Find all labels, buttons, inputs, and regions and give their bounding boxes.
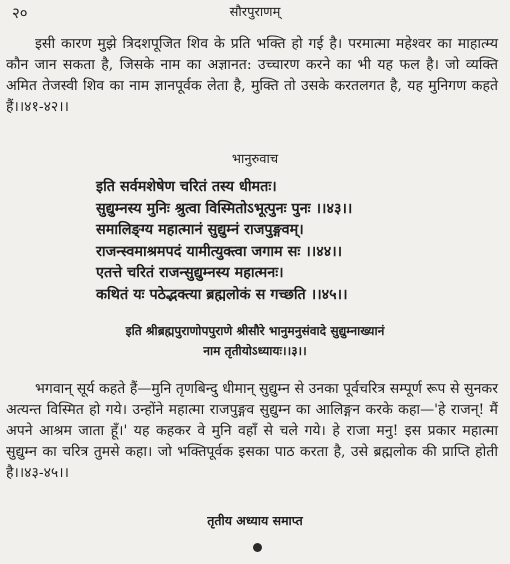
chapter-end-note: तृतीय अध्याय समाप्त: [207, 513, 303, 528]
running-head: सौरपुराणम्: [229, 5, 281, 20]
end-ornament-dot: [253, 543, 262, 552]
speaker-heading: भानुरुवाच: [231, 152, 279, 167]
verse-line: एतत्ते चरितं राजन्सुद्युम्नस्य महात्मनः।: [96, 264, 284, 281]
verse-line: राजन्स्वमाश्रमपदं यामीत्युक्त्वा जगाम सः ।।४४।।: [96, 242, 343, 260]
chapter-colophon: [0, 322, 510, 361]
page-number: २०: [12, 4, 28, 22]
verse-line: सुद्युम्नस्य मुनिः श्रुत्वा विस्मितोऽभूत्पुनः पुनः ।।४३।।: [96, 199, 353, 217]
colophon-line: इति श्रीब्रह्मपुराणोपपुराणे श्रीसौरे भानुमनुसंवादे सुद्युम्नाख्यानं: [125, 324, 385, 338]
prose-paragraph-top: इसी कारण मुझे त्रिदशपूजित शिव के प्रति भक्ति हो गई है। परमात्मा महेश्वर का माहात्म्य कौन जान सकता है, जिसके नाम का अज्ञानत: उच्चारण करने का भी यह फल है। जो व्यक्ति अमित तेजस्वी शिव का नाम ज्ञानपूर्वक लेता है, मुक्ति तो उसके करतलगत है, यह मुनिगण कहते हैं।।४१-४२।।: [6, 36, 498, 115]
verse-block: [96, 176, 466, 305]
colophon-line: नाम तृतीयोऽध्यायः।।३।।: [203, 343, 307, 358]
verse-line: समालिङ्ग्य महात्मानं सुद्युम्नं राजपुङ्गवम्।: [96, 221, 304, 238]
verse-line: कथितं यः पठेद्भक्त्या ब्रह्मलोकं स गच्छति ।।४५।।: [96, 285, 348, 303]
verse-line: इति सर्वमशेषेण चरितं तस्य धीमतः।: [96, 178, 277, 195]
prose-paragraph-bottom: भगवान् सूर्य कहते हैं—मुनि तृणबिन्दु धीमान् सुद्युम्न से उनका पूर्वचरित्र सम्पूर्ण रूप से सुनकर अत्यन्त विस्मित हो गये। उन्होंने महात्मा राजपुङ्गव सुद्युम्न का आलिङ्गन करके कहा—'हे राजन्! मैं अपने आश्रम जाता हूँ।' यह कहकर वे मुनि वहाँ से चले गये। हे राजा मनु! इस प्रकार महात्मा सुद्युम्न का चरित्र तुमसे कहा। जो भक्तिपूर्वक इसका पाठ करता है, उसे ब्रह्मलोक की प्राप्ति होती है।।४३-४५।।: [6, 381, 498, 481]
